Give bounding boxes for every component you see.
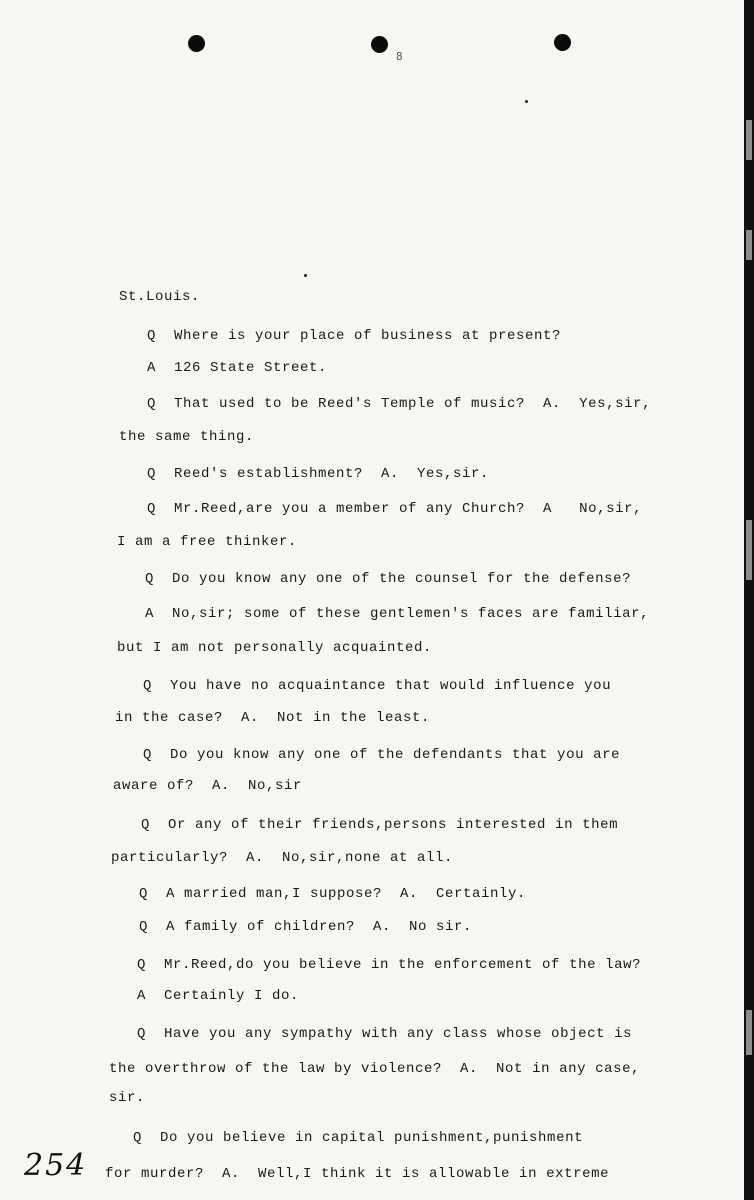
ink-speck xyxy=(525,100,528,103)
transcript-line: St.Louis. xyxy=(119,289,201,305)
punch-hole-left xyxy=(188,35,205,52)
transcript-line: sir. xyxy=(109,1090,146,1106)
transcript-line: Q Mr.Reed,are you a member of any Church? A No,sir, xyxy=(147,501,643,517)
transcript-line: Q A family of children? A. No sir. xyxy=(139,919,473,935)
page-number: 8 xyxy=(396,50,403,63)
transcript-line: Q Mr.Reed,do you believe in the enforcement of the law? xyxy=(137,957,642,973)
scan-edge-mark xyxy=(746,230,752,260)
transcript-line: I am a free thinker. xyxy=(117,534,298,550)
punch-hole-right xyxy=(554,34,571,51)
transcript-line: Q You have no acquaintance that would influence you xyxy=(143,678,612,694)
transcript-line: Q Reed's establishment? A. Yes,sir. xyxy=(147,466,490,482)
scan-edge-strip xyxy=(744,0,754,1200)
punch-hole-center xyxy=(371,36,388,53)
transcript-line: the overthrow of the law by violence? A. Not in any case, xyxy=(109,1061,641,1077)
transcript-line: the same thing. xyxy=(119,429,255,445)
transcript-line: A 126 State Street. xyxy=(147,360,328,376)
transcript-line: particularly? A. No,sir,none at all. xyxy=(111,850,454,866)
transcript-line: Q Have you any sympathy with any class whose object is xyxy=(137,1026,633,1042)
ink-speck xyxy=(304,274,307,277)
handwritten-folio-number: 254 xyxy=(24,1148,88,1183)
transcript-line: for murder? A. Well,I think it is allowable in extreme xyxy=(105,1166,610,1182)
transcript-line: Q Do you know any one of the defendants that you are xyxy=(143,747,621,763)
transcript-line: in the case? A. Not in the least. xyxy=(115,710,431,726)
transcript-line: Q Do you know any one of the counsel for the defense? xyxy=(145,571,632,587)
transcript-line: aware of? A. No,sir xyxy=(113,778,303,794)
transcript-line: Q That used to be Reed's Temple of music? A. Yes,sir, xyxy=(147,396,652,412)
transcript-line: Q Or any of their friends,persons interested in them xyxy=(141,817,619,833)
transcript-line: Q Do you believe in capital punishment,punishment xyxy=(133,1130,584,1146)
scan-edge-mark xyxy=(746,1010,752,1055)
transcript-line: Q Where is your place of business at present? xyxy=(147,328,562,344)
transcript-line: A No,sir; some of these gentlemen's faces are familiar, xyxy=(145,606,650,622)
scan-edge-mark xyxy=(746,520,752,580)
transcript-line: Q A married man,I suppose? A. Certainly. xyxy=(139,886,527,902)
scan-edge-mark xyxy=(746,120,752,160)
transcript-line: but I am not personally acquainted. xyxy=(117,640,433,656)
transcript-line: A Certainly I do. xyxy=(137,988,300,1004)
